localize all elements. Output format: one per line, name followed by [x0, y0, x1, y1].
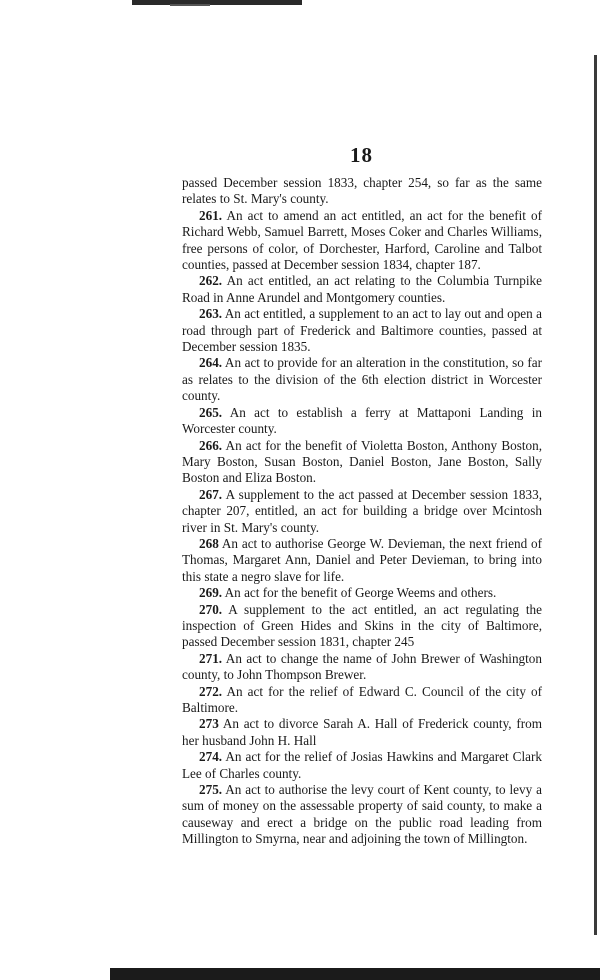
list-item	[182, 175, 542, 208]
list-item	[182, 684, 542, 717]
entry-number: 275.	[199, 782, 223, 798]
entry-number: 270.	[199, 601, 223, 617]
entry-text: An act for the benefit of George Weems and others.	[224, 585, 497, 601]
entry-number: 274.	[199, 749, 223, 765]
entry-number: 273	[199, 716, 219, 732]
list-item	[182, 536, 542, 585]
entry-text: An act for the relief of Josias Hawkins and Margaret Clark Lee of Charles county.	[182, 749, 542, 781]
list-item	[182, 585, 542, 601]
entry-text: An act for the benefit of Violetta Boston, Anthony Boston, Mary Boston, Susan Boston, Daniel Boston, Jane Boston, Sally Boston and Eliza Boston.	[182, 437, 542, 486]
list-item	[182, 438, 542, 487]
entry-text: A supplement to the act entitled, an act regulating the inspection of Green Hides and Skins in the city of Baltimore, passed December session 1831, chapter 245	[182, 601, 542, 650]
entry-text: An act entitled, a supplement to an act to lay out and open a road through part of Frederick and Baltimore counties, passed at December session 1835.	[182, 306, 543, 355]
entry-number: 269.	[199, 585, 223, 601]
entry-text: An act to authorise the levy court of Kent county, to levy a sum of money on the assessable property of said county, to make a causeway and erect a bridge on the public road leading from Millington to Smyrna, near and adjoining the town of Millington.	[182, 782, 542, 847]
entry-text: An act to divorce Sarah A. Hall of Frederick county, from her husband John H. Hall	[182, 716, 542, 748]
page-edge-shadow	[594, 55, 597, 935]
entry-text: An act to amend an act entitled, an act for the benefit of Richard Webb, Samuel Barrett, Moses Coker and Charles Williams, free persons of color, of Dorchester, Harford, Caroline and Talbot counties, passed at December session 1834, chapter 187.	[182, 207, 542, 273]
list-item	[182, 355, 542, 404]
text-block	[182, 175, 542, 848]
entry-text: passed December session 1833, chapter 254, so far as the same relates to St. Mary's county.	[182, 175, 542, 207]
entry-number: 272.	[199, 683, 223, 699]
list-item	[182, 782, 542, 848]
list-item	[182, 405, 542, 438]
entry-number: 261.	[199, 207, 223, 223]
entry-number: 271.	[199, 650, 223, 666]
list-item	[182, 273, 542, 306]
page-number: 18	[350, 143, 373, 167]
list-item	[182, 716, 542, 749]
entry-text: An act to change the name of John Brewer of Washington county, to John Thompson Brewer.	[182, 650, 542, 683]
list-item	[182, 602, 542, 651]
entry-text: An act to provide for an alteration in the constitution, so far as relates to the division of the 6th election district in Worcester county.	[182, 355, 543, 404]
entry-text: An act to authorise George W. Devieman, the next friend of Thomas, Margaret Ann, Daniel and Peter Devieman, to bring into this state a negro slave for life.	[182, 535, 542, 584]
entry-number: 264.	[199, 355, 223, 371]
entry-text: An act to establish a ferry at Mattaponi Landing in Worcester county.	[182, 404, 542, 437]
scan-edge-mark	[132, 0, 302, 5]
entry-number: 267.	[199, 486, 223, 502]
scan-edge-mark-small	[170, 4, 210, 6]
entry-number: 262.	[199, 273, 223, 289]
entry-text: An act entitled, an act relating to the Columbia Turnpike Road in Anne Arundel and Montgomery counties.	[182, 273, 542, 305]
list-item	[182, 487, 542, 536]
entry-number: 265.	[199, 404, 223, 420]
list-item	[182, 306, 542, 355]
entry-number: 266.	[199, 437, 223, 453]
entry-text: A supplement to the act passed at December session 1833, chapter 207, entitled, an act for building a bridge over Mcintosh river in St. Mary's county.	[182, 486, 542, 535]
list-item	[182, 651, 542, 684]
list-item	[182, 749, 542, 782]
entry-number: 268	[199, 535, 219, 551]
entry-text: An act for the relief of Edward C. Council of the city of Baltimore.	[182, 683, 543, 715]
list-item	[182, 208, 542, 274]
scan-bottom-bar	[110, 968, 600, 980]
entry-number: 263.	[199, 306, 223, 322]
